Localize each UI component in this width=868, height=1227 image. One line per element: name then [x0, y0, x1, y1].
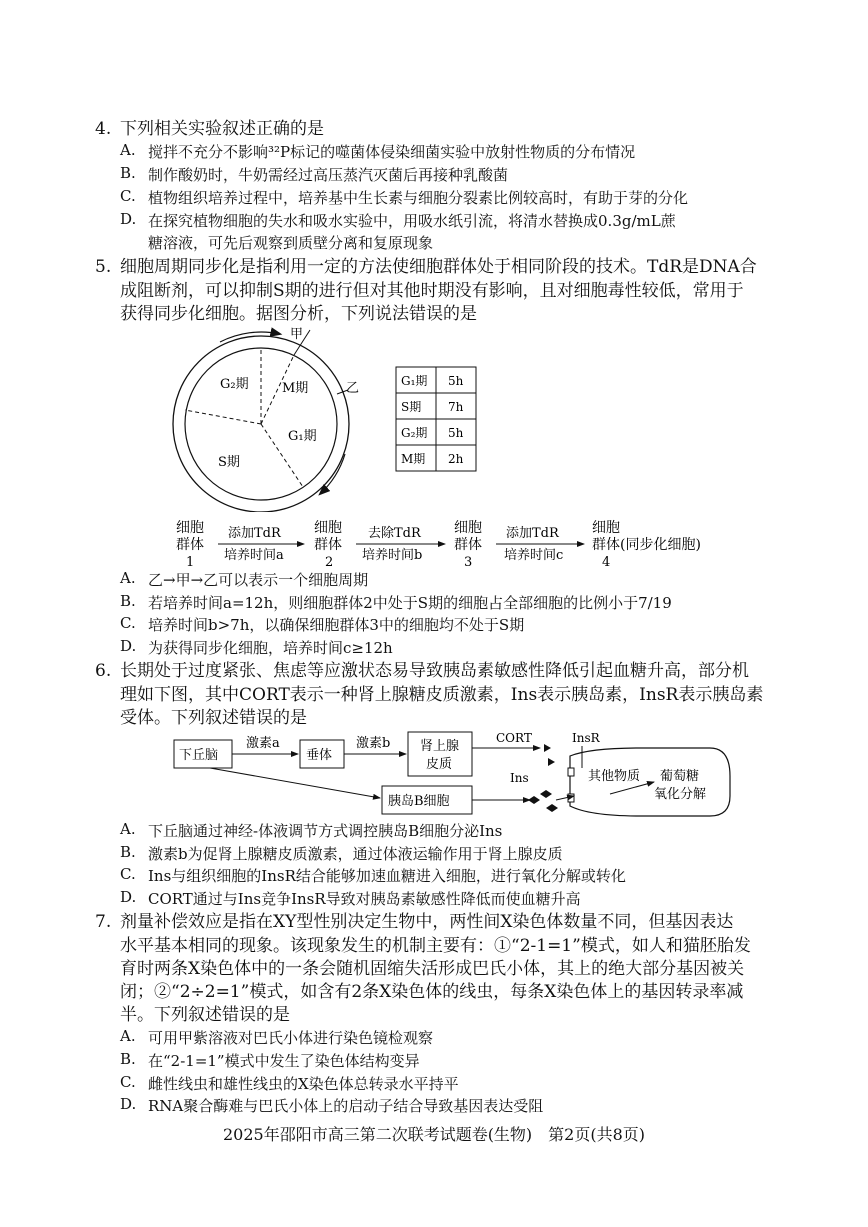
hormone-b-label: 激素b: [356, 736, 391, 751]
q6-option-a-label: A.: [120, 820, 136, 838]
beta-cell-box: 胰岛B细胞: [388, 794, 450, 809]
arrow2-bottom: 培养时间b: [362, 548, 423, 563]
cell-cycle-diagram: [160, 322, 380, 512]
ins-label: Ins: [510, 771, 529, 785]
q7-option-b: 在“2-1=1”模式中发生了染色体结构变异: [148, 1052, 420, 1070]
q7-stem-line3: 育时两条X染色体中的一条会随机固缩失活形成巴氏小体，其上的绝大部分基因被关: [120, 959, 745, 979]
q4-option-d-label: D.: [120, 210, 137, 228]
q7-number: 7.: [95, 912, 112, 932]
table-phase: G₁期: [401, 374, 428, 388]
point-jia-label: 甲: [290, 327, 304, 342]
phase-s-label: S期: [218, 455, 240, 470]
q6-option-c-label: C.: [120, 865, 136, 883]
q7-option-a: 可用甲紫溶液对巴氏小体进行染色镜检观察: [148, 1029, 434, 1047]
phase-g1-label: G₁期: [288, 429, 317, 444]
other-substance-label: 其他物质: [588, 769, 641, 784]
q5-option-d: 为获得同步化细胞，培养时间c≥12h: [148, 639, 393, 657]
table-time: 5h: [448, 426, 464, 440]
q4-option-a-label: A.: [120, 141, 136, 159]
page-footer: 2025年邵阳市高三第二次联考试题卷(生物) 第2页(共8页): [222, 1125, 646, 1144]
q6-stem-line1: 长期处于过度紧张、焦虑等应激状态易导致胰岛素敏感性降低引起血糖升高，部分机: [120, 661, 749, 681]
group4-num: 4: [602, 555, 611, 570]
q6-option-a: 下丘脑通过神经-体液调节方式调控胰岛B细胞分泌Ins: [148, 822, 503, 840]
group4-word2: 群体(同步化细胞): [592, 537, 701, 553]
group3-num: 3: [464, 555, 473, 570]
q5-option-c: 培养时间b>7h，以确保细胞群体3中的细胞均不处于S期: [148, 616, 525, 634]
q7-option-b-label: B.: [120, 1050, 136, 1068]
hormone-a-label: 激素a: [246, 736, 280, 751]
q6-stem-line3: 受体。下列叙述错误的是: [120, 708, 307, 728]
group1-word1: 细胞: [176, 520, 204, 536]
table-phase: M期: [401, 452, 426, 466]
synchronization-flow: [170, 516, 740, 572]
q7-stem-line5: 半。下列叙述错误的是: [120, 1005, 290, 1025]
q4-option-c: 植物组织培养过程中，培养基中生长素与细胞分裂素比例较高时，有助于芽的分化: [148, 189, 689, 207]
q5-option-c-label: C.: [120, 614, 136, 632]
hypothalamus-box: 下丘脑: [179, 748, 219, 763]
q7-option-c: 雌性线虫和雄性线虫的X染色体总转录水平持平: [148, 1075, 459, 1093]
q7-option-d-label: D.: [120, 1095, 137, 1113]
q6-option-d-label: D.: [120, 888, 137, 906]
arrow3-bottom: 培养时间c: [504, 548, 564, 563]
arrow2-top: 去除TdR: [368, 526, 421, 541]
q6-option-c: Ins与组织细胞的InsR结合能够加速血糖进入细胞，进行氧化分解或转化: [148, 867, 626, 885]
phase-m-label: M期: [282, 381, 309, 396]
arrow1-bottom: 培养时间a: [224, 548, 284, 563]
pituitary-box: 垂体: [306, 748, 333, 763]
glucose-label-line1: 葡萄糖: [660, 769, 700, 784]
q5-option-a-label: A.: [120, 569, 136, 587]
q5-option-b-label: B.: [120, 592, 136, 610]
q5-stem-line1: 细胞周期同步化是指利用一定的方法使细胞群体处于相同阶段的技术。TdR是DNA合: [120, 257, 757, 277]
q4-option-b: 制作酸奶时，牛奶需经过高压蒸汽灭菌后再接种乳酸菌: [148, 166, 509, 184]
q7-option-c-label: C.: [120, 1073, 136, 1091]
point-yi-label: 乙: [346, 381, 360, 396]
q5-stem-line3: 获得同步化细胞。据图分析，下列说法错误的是: [120, 304, 477, 324]
group2-word2: 群体: [314, 537, 342, 553]
cort-label: CORT: [496, 731, 532, 745]
arrow3-top: 添加TdR: [506, 526, 559, 541]
table-time: 5h: [448, 374, 464, 388]
arrow1-top: 添加TdR: [228, 526, 281, 541]
table-time: 2h: [448, 452, 464, 466]
q7-stem-line4: 闭；②“2÷2=1”模式，如含有2条X染色体的线虫，每条X染色体上的基因转录率减: [120, 982, 744, 1002]
q4-number: 4.: [95, 119, 112, 139]
q6-option-b: 激素b为促肾上腺糖皮质激素，通过体液运输作用于肾上腺皮质: [148, 845, 563, 863]
group1-num: 1: [186, 555, 195, 570]
q6-stem-line2: 理如下图，其中CORT表示一种肾上腺糖皮质激素，Ins表示胰岛素，InsR表示胰岛素: [120, 685, 764, 705]
q4-stem: 下列相关实验叙述正确的是: [120, 119, 324, 139]
q5-stem-line2: 成阻断剂，可以抑制S期的进行但对其他时期没有影响，且对细胞毒性较低，常用于: [120, 281, 744, 301]
q4-option-d-cont: 糖溶液，可先后观察到质壁分离和复原现象: [148, 234, 434, 252]
q4-option-d: 在探究植物细胞的失水和吸水实验中，用吸水纸引流，将清水替换成0.3g/mL蔗: [148, 212, 676, 230]
q7-option-a-label: A.: [120, 1027, 136, 1045]
q7-option-d: RNA聚合酶难与巴氏小体上的启动子结合导致基因表达受阻: [148, 1097, 544, 1115]
q4-option-a: 搅拌不充分不影响³²P标记的噬菌体侵染细菌实验中放射性物质的分布情况: [148, 143, 636, 161]
group4-word1: 细胞: [592, 520, 620, 536]
phase-g2-label: G₂期: [220, 377, 249, 392]
table-time: 7h: [448, 400, 464, 414]
stress-hormone-diagram: [170, 726, 740, 822]
adrenal-box-line2: 皮质: [426, 757, 453, 772]
q6-option-d: CORT通过与Ins竞争InsR导致对胰岛素敏感性降低而使血糖升高: [148, 890, 581, 908]
table-phase: G₂期: [401, 426, 428, 440]
q6-number: 6.: [95, 661, 112, 681]
glucose-label-line2: 氧化分解: [654, 787, 707, 802]
q5-option-d-label: D.: [120, 637, 137, 655]
group2-num: 2: [325, 555, 334, 570]
q5-option-b: 若培养时间a=12h，则细胞群体2中处于S期的细胞占全部细胞的比例小于7/19: [148, 594, 672, 612]
q7-stem-line2: 水平基本相同的现象。该现象发生的机制主要有：①“2-1=1”模式，如人和猫胚胎发: [120, 936, 751, 956]
q5-number: 5.: [95, 257, 112, 277]
q5-option-a: 乙→甲→乙可以表示一个细胞周期: [148, 571, 369, 589]
group3-word1: 细胞: [454, 520, 482, 536]
q4-option-c-label: C.: [120, 187, 136, 205]
adrenal-box-line1: 肾上腺: [420, 739, 460, 754]
group2-word1: 细胞: [314, 520, 342, 536]
q4-option-b-label: B.: [120, 164, 136, 182]
q6-option-b-label: B.: [120, 843, 136, 861]
insr-label: InsR: [572, 731, 600, 745]
table-phase: S期: [401, 400, 422, 414]
phase-time-table: [395, 366, 479, 474]
group3-word2: 群体: [454, 537, 482, 553]
group1-word2: 群体: [176, 537, 204, 553]
q7-stem-line1: 剂量补偿效应是指在XY型性别决定生物中，两性间X染色体数量不同，但基因表达: [120, 912, 734, 932]
